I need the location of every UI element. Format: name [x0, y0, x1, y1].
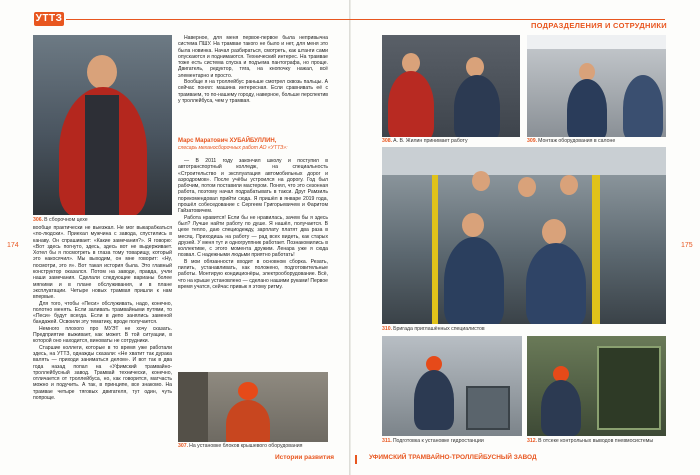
worker-jacket [454, 75, 500, 137]
paragraph: Вообще я на троллейбус раньше смотрел сквозь пальцы. А сейчас понял: машина интересная. Если сравнивать её с трамваем, то по-нашему городу, наверное, больше перспектив у троллейбуса, чем у трамвая. [178, 79, 328, 104]
section-title: ПОДРАЗДЕЛЕНИЯ И СОТРУДНИКИ [527, 21, 667, 30]
handrail [432, 175, 438, 324]
ceiling [382, 147, 666, 175]
paragraph: Старшие коллеги, которые в то время уже работали здесь, на УТТЗ, однажды сказали: «Не хватит так дурака валять — приходи заниматься делом». И вот так в два года назад попал на «Уфимский трамвайно-троллейбусный завод. Трамвай технически, конечно, отличается от троллейбуса, но, как говорится, матчасть можно и подучить. А так, в принципе, все знакомо. На трамвае четыре тяговых двигателя, тут один, чуть попроще. [33, 344, 172, 402]
paragraph: — В 2011 году закончил школу и поступил в автотранспортный колледж, на специальность «Строительство и эксплуатация автомобильных дорог и аэродромов». После учёбы устроился на дорогу. Год был рабочим, потом поставили мастером. Понял, что это сезонная работа, поэтому начал подрабатывать в такси. Друг Рамзиль порекомендовал прийти сюда. Я пришёл в январе 2019 года, прошёл собеседование с Сергеем Григорьевичем и Фаритом Гайзатовичем. [178, 158, 328, 215]
worker-vest [85, 95, 119, 215]
page-number-right: 175 [681, 242, 693, 249]
photo-308 [382, 35, 520, 137]
caption-307: 307.На установке блоков крышевого оборудования [178, 443, 303, 449]
paragraph: вообще практически не выезжал. Не мог выкарабкаться «по-людски». Приехал мужчина с завода, спустились в канаву. Он спрашивает: «Какие замечания?». Я говорю: «Вот здесь погнуто, здесь, здесь вот не выдерживает. Хотел бы я посмотреть в глаза тому товарищу, который это накосячил». Мы выходим, он мне говорит: «Ну, посмотри, это я». Вот такая история была. Это главный конструктор оказался. Потом на заводе, правда, учли наши замечания. Сделали следующие варианы более мягкими и в плане обслуживания, и в плане эксплуатации. Четыре новых трамвая пришли к нам впервые. [33, 225, 172, 301]
person-role: слесарь механосборочных работ АО «УТТЗ»: [178, 145, 288, 151]
footer-left-title: Истории развития [275, 454, 334, 461]
paragraph: Работа нравится! Если бы не нравилась, зачем бы я здесь был? Лучше найти работу по душе. Я нашёл, получается. В цехе тепло, даю специодежду, зарплату платят два раза в месяц. Приходишь на работу — рад всех видеть, как старых друзей. У меня тут и одногруппник работает. Познакомились в коллективе, с этого момента дружим. Ленара уже я сюда позвал. С надежными людьми приятно работать! [178, 214, 328, 259]
worker-head [542, 219, 566, 245]
paragraph: Наверное, для меня первое-первое была непривычна система ПШУ. На трамвае такого не было и нет, для меня это была новинка. Начал разбираться, смотреть, как штанги сами опускаются и поднимаются. Технический интерес. На трамвае тоже есть система спуска и подъема пантографа, но проще. Двигатель, редуктор, тяга, на кнопочку нажал, всё элементарно и просто. [178, 35, 328, 79]
footer-divider [355, 455, 357, 464]
page-gutter [349, 0, 351, 475]
worker-head [402, 53, 420, 73]
worker-head [87, 55, 117, 89]
caption-306: 306.В сборочном цехе [33, 217, 88, 223]
handrail [592, 175, 600, 324]
paragraph: В мои обязанности входит в основном сборка. Резать, пилить, устанавливать, как положено, подготовительные работы. Монтирую кондиционёры, электрооборудование. Всё, что на крыше установлено — сделано нашими руками! Первое время учатся, сейчас привык я этому ритму. [178, 258, 328, 290]
photo-309 [527, 35, 666, 137]
photo-306 [33, 35, 172, 215]
worker-body [541, 380, 581, 436]
ceiling-panel [527, 35, 666, 49]
caption-308: 308.А. В. Жилин принимает работу [382, 138, 468, 144]
caption-312: 312.В отсеке контрольных выводов пневмосистемы [527, 438, 654, 444]
photo-311 [382, 336, 522, 436]
pneumatic-panel [597, 346, 661, 430]
worker-jacket [623, 75, 663, 137]
worker-head [462, 213, 484, 237]
photo-307 [178, 372, 328, 442]
left-column-text [33, 225, 172, 445]
worker-jacket [526, 243, 586, 324]
worker-jacket [444, 237, 504, 324]
header-rule [66, 19, 665, 20]
page-number-left: 174 [7, 242, 19, 249]
paragraph: Для того, чтобы «Песи» обслуживать, надо, конечно, полотно менять. Если заливать трамвайными путями, то «Песи» будут всегда. Если в депо занялись заменой бандажей. Освоили эту тематику, вроде получается. [33, 300, 172, 326]
photo-312 [527, 336, 666, 436]
middle-column-text-top [178, 35, 328, 131]
worker-body [414, 370, 454, 430]
hydraulic-station [466, 386, 510, 430]
worker-head [466, 57, 484, 77]
worker-head [518, 177, 536, 197]
uttz-logo: УТТЗ [35, 13, 63, 24]
worker-jacket [388, 71, 434, 137]
photo-310 [382, 147, 666, 324]
worker-head [472, 171, 490, 191]
roof-equipment [178, 372, 208, 442]
worker-helmet [238, 382, 258, 400]
worker-body [226, 400, 270, 442]
caption-309: 309.Монтаж оборудования в салоне [527, 138, 616, 144]
footer-right-title: УФИМСКИЙ ТРАМВАЙНО-ТРОЛЛЕЙБУСНЫЙ ЗАВОД [369, 454, 537, 461]
person-name: Марс Маратович ХУБАЙБУЛЛИН, [178, 138, 277, 144]
middle-column-text-bottom [178, 158, 328, 366]
paragraph: Немного плохого про МУЭТ не хочу сказать. Предприятие выживает, как может. В той ситуации, в которой оно находится, виноваты не сотрудники. [33, 325, 172, 345]
worker-head [560, 175, 578, 195]
caption-310: 310.Бригада приглашённых специалистов [382, 326, 485, 332]
caption-311: 311.Подготовка к установке гидростанции [382, 438, 484, 444]
worker-jacket [567, 79, 607, 137]
